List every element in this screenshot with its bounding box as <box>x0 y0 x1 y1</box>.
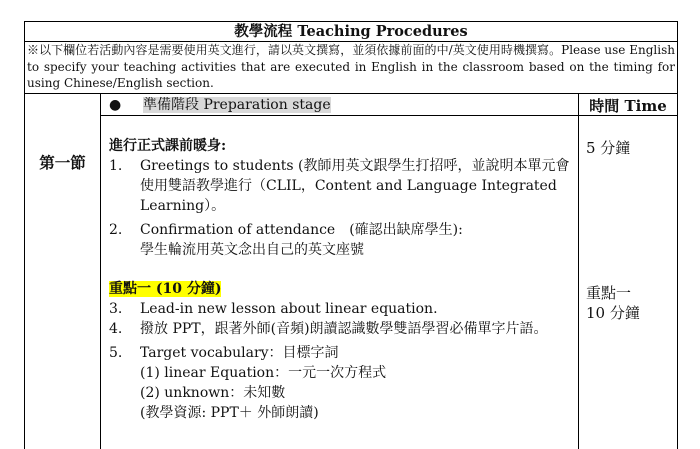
list-item <box>109 299 571 319</box>
section-label: 第一節 <box>39 153 86 172</box>
warmup-block <box>109 136 571 260</box>
warmup-heading: 進行正式課前暖身: <box>109 138 227 154</box>
item-text: 撥放 PPT，跟著外師(音頻)朗讀認識數學雙語學習必備單字片語。 <box>140 321 548 337</box>
item-number: 3. <box>109 301 123 317</box>
item-text: Lead-in new lesson about linear equation. <box>140 301 438 317</box>
bullet-icon: ● <box>109 97 122 113</box>
item-text: Greetings to students (教師用英文跟學生打招呼，並說明本單元會使用雙語教學進行（CLIL，Content and Language Integrated Learning）。 <box>140 158 570 214</box>
item-number: 1. <box>109 158 123 174</box>
column-divider-right <box>578 94 579 449</box>
list-item <box>109 156 571 216</box>
list-item <box>109 343 571 363</box>
preparation-stage-label: 準備階段 Preparation stage <box>143 97 331 113</box>
key-point-heading: 重點一 (10 分鐘) <box>109 281 222 297</box>
item-number: 5. <box>109 345 123 361</box>
key-point-time-value: 10 分鐘 <box>586 304 640 322</box>
list-item <box>109 319 571 339</box>
key-point-time <box>586 283 640 323</box>
instruction-note: ※以下欄位若活動內容是需要使用英文進行，請以英文撰寫，並須依據前面的中/英文使用時機撰寫。Please use English to specify your teaching activities that are executed in English in the classroom based on the timing for using Chinese/English section. <box>27 43 675 90</box>
column-divider-left <box>100 94 101 449</box>
table-title: 教學流程 Teaching Procedures <box>25 22 677 42</box>
resource-note: (教學資源: PPT＋ 外師朗讀) <box>140 405 319 421</box>
warmup-time: 5 分鐘 <box>586 139 631 157</box>
key-point-heading-row <box>109 279 571 299</box>
teaching-procedures-table <box>24 21 678 449</box>
preparation-stage <box>109 95 331 115</box>
item-number: 2. <box>109 222 123 238</box>
time-column-header: 時間 Time <box>589 97 667 115</box>
list-item <box>109 220 571 240</box>
item-detail: 學生輪流用英文念出自己的英文座號 <box>140 242 364 258</box>
key-point-time-label: 重點一 <box>586 284 632 302</box>
row-divider <box>25 93 677 94</box>
item-text: Target vocabulary：目標字詞 <box>140 345 339 361</box>
item-number: 4. <box>109 321 123 337</box>
vocab-item: (1) linear Equation：一元一次方程式 <box>140 365 387 381</box>
vocab-item: (2) unknown：未知數 <box>140 385 286 401</box>
item-text: Confirmation of attendance (確認出缺席學生): <box>140 222 463 238</box>
key-point-block <box>109 279 571 423</box>
